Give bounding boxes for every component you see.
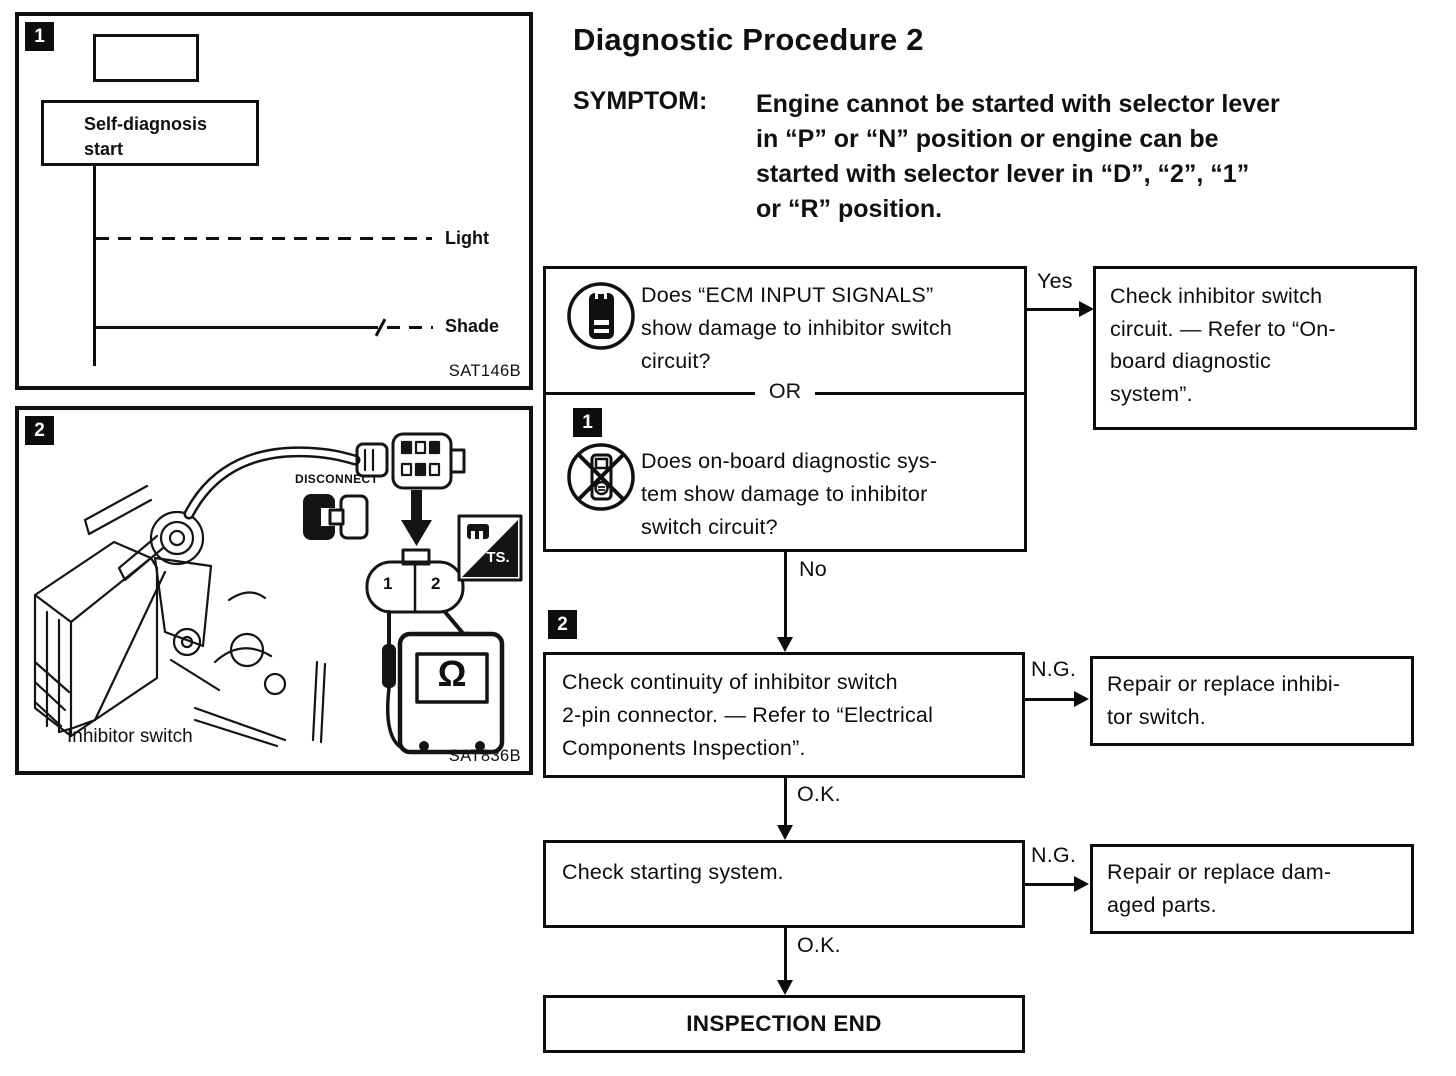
ok1-label: O.K.: [797, 782, 841, 806]
ok2-connector: [784, 928, 787, 981]
ts-badge-label: TS.: [486, 549, 510, 566]
self-diagnosis-start-box: [41, 100, 259, 166]
result-ng1-box: [1090, 656, 1414, 746]
question-1-line: Does “ECM INPUT SIGNALS”: [641, 283, 934, 307]
disconnect-label: DISCONNECT: [295, 472, 379, 486]
figure-1-tag: 1: [25, 22, 54, 51]
disconnect-icon: [303, 494, 367, 540]
ng2-arrowhead: [1074, 876, 1089, 892]
pin-2-label: 2: [431, 574, 441, 593]
figure-2: [15, 406, 533, 775]
result-ng2-line: Repair or replace dam-: [1107, 860, 1332, 884]
symptom-line: or “R” position.: [756, 195, 943, 223]
timing-axis-line: [93, 166, 96, 366]
or-rule-right: [815, 392, 1024, 395]
figure-2-ref-code: SAT836B: [448, 747, 521, 765]
page-title: Diagnostic Procedure 2: [573, 22, 924, 57]
down-arrow-icon: [401, 490, 432, 546]
ok1-connector: [784, 778, 787, 826]
figure-2-tag: 2: [25, 416, 54, 445]
no-arrowhead: [777, 637, 793, 652]
question-2-line: switch circuit?: [641, 515, 778, 539]
symptom-line: Engine cannot be started with selector lever: [756, 90, 1280, 118]
light-dashed-line: [96, 237, 432, 240]
figure-1-ref-code: SAT146B: [448, 362, 521, 380]
decision-box: [543, 266, 1027, 552]
symptom-line: started with selector lever in “D”, “2”, “1”: [756, 160, 1250, 188]
or-label: OR: [768, 378, 802, 403]
result-ng1-line: tor switch.: [1107, 705, 1206, 729]
light-label: Light: [445, 228, 489, 248]
shade-dashed-line: [387, 326, 433, 329]
yes-connector: [1027, 308, 1080, 311]
step-3-line: Check starting system.: [562, 860, 784, 884]
self-diagnosis-start-line1: Self-diagnosis: [84, 114, 208, 134]
symptom-text: [756, 87, 1280, 227]
result-yes-line: board diagnostic: [1110, 349, 1271, 373]
ok1-arrowhead: [777, 825, 793, 840]
or-rule-left: [546, 392, 755, 395]
inspection-end-label: INSPECTION END: [686, 1011, 882, 1036]
engine-illustration: [19, 410, 525, 767]
step-2-line: Check continuity of inhibitor switch: [562, 670, 898, 694]
ng2-connector: [1025, 883, 1075, 886]
blank-label-box: [93, 34, 199, 82]
question-1-line: circuit?: [641, 349, 711, 373]
result-yes-line: system”.: [1110, 381, 1193, 406]
question-1: [641, 279, 952, 378]
or-divider: [546, 379, 1024, 407]
ng1-arrowhead: [1074, 691, 1089, 707]
result-yes-line: circuit. — Refer to “On-: [1110, 316, 1336, 341]
consult-tester-icon: [565, 280, 637, 352]
question-2: [641, 445, 937, 544]
figure-1: [15, 12, 533, 390]
result-ng2-line: aged parts.: [1107, 893, 1217, 917]
ng1-connector: [1025, 698, 1075, 701]
step-3-box: [543, 840, 1025, 928]
no-consult-tester-icon: [565, 441, 637, 513]
no-label: No: [799, 557, 827, 581]
shade-solid-line: [96, 326, 378, 329]
two-pin-connector-art: [367, 550, 463, 612]
shade-label: Shade: [445, 316, 500, 336]
step-2-tag: 2: [548, 610, 577, 639]
step-2-box: [543, 652, 1025, 778]
ng1-label: N.G.: [1031, 657, 1076, 681]
ok2-label: O.K.: [797, 933, 841, 957]
step-2-line: 2-pin connector. — Refer to “Electrical: [562, 703, 934, 727]
ok2-arrowhead: [777, 980, 793, 995]
self-diagnosis-start-line2: start: [84, 139, 124, 159]
symptom-label: SYMPTOM:: [573, 87, 708, 115]
engine-line-art: [35, 486, 325, 746]
result-ng2-box: [1090, 844, 1414, 934]
result-ng1-line: Repair or replace inhibi-: [1107, 672, 1341, 696]
ng2-label: N.G.: [1031, 843, 1076, 867]
pin-1-label: 1: [383, 574, 393, 593]
inhibitor-switch-label: Inhibitor switch: [67, 726, 193, 747]
yes-arrowhead: [1079, 301, 1094, 317]
ts-badge-icon: [459, 516, 521, 580]
inspection-end-box: [543, 995, 1025, 1053]
symptom-line: in “P” or “N” position or engine can be: [756, 125, 1219, 153]
result-yes-line: Check inhibitor switch: [1110, 284, 1323, 308]
ohm-symbol: Ω: [437, 653, 467, 694]
yes-label: Yes: [1037, 269, 1073, 293]
step-1-tag: 1: [573, 408, 602, 437]
question-2-line: Does on-board diagnostic sys-: [641, 449, 938, 473]
question-1-line: show damage to inhibitor switch: [641, 316, 952, 340]
question-2-line: tem show damage to inhibitor: [641, 482, 928, 506]
no-connector: [784, 552, 787, 638]
step-2-line: Components Inspection”.: [562, 736, 806, 760]
result-yes-box: [1093, 266, 1417, 430]
